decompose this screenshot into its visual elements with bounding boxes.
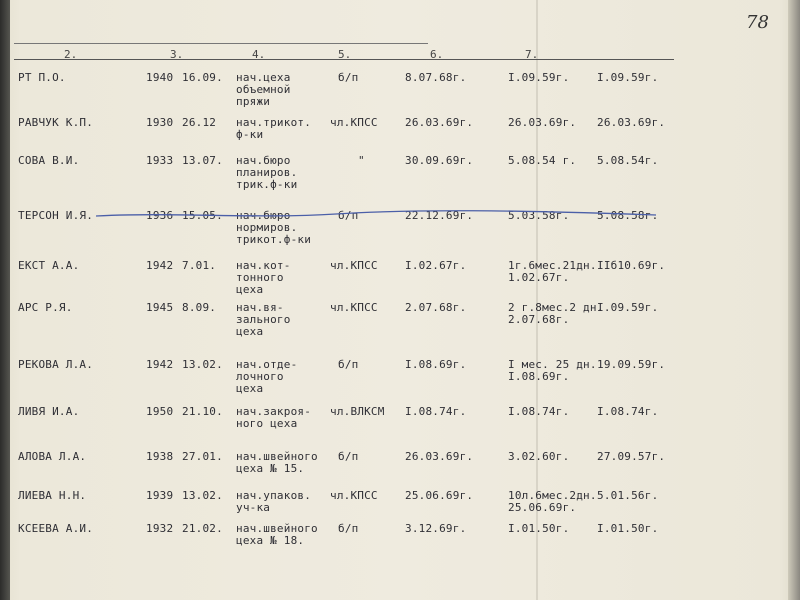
column-header-2: 2.	[64, 48, 78, 61]
employee-name: АЛОВА Л.А.	[18, 450, 87, 463]
party-membership: чл.КПСС	[330, 259, 378, 272]
appointment-date: I.08.69г.	[405, 358, 467, 371]
birth-date: 15.05.	[182, 209, 223, 222]
birth-date: 13.02.	[182, 358, 223, 371]
service-date-total: 26.03.69г.	[597, 116, 666, 129]
birth-date: 8.09.	[182, 301, 217, 314]
birth-year: 1930	[146, 116, 174, 129]
employee-name: АРС Р.Я.	[18, 301, 73, 314]
position-title: нач.закроя- ного цеха	[236, 405, 312, 430]
position-title: нач.швейного цеха № 15.	[236, 450, 318, 475]
service-date-total: IIб10.69г.	[597, 259, 666, 272]
appointment-date: I.02.67г.	[405, 259, 467, 272]
service-date: 3.02.60г.	[508, 450, 570, 463]
party-membership: б/п	[338, 522, 359, 535]
birth-date: 13.07.	[182, 154, 223, 167]
position-title: нач.кот- тонного цеха	[236, 259, 291, 296]
appointment-date: I.08.74г.	[405, 405, 467, 418]
service-date: 2 г.8мес.2 дн. 2.07.68г.	[508, 301, 604, 326]
birth-year: 1939	[146, 489, 174, 502]
service-date-total: 27.09.57г.	[597, 450, 666, 463]
birth-year: 1942	[146, 358, 174, 371]
employee-name: РЕКОВА Л.А.	[18, 358, 94, 371]
party-membership: б/п	[338, 450, 359, 463]
birth-date: 13.02.	[182, 489, 223, 502]
column-header-4: 4.	[252, 48, 266, 61]
service-date-total: 5.08.54г.	[597, 154, 659, 167]
birth-date: 21.10.	[182, 405, 223, 418]
service-date: 1г.6мес.21дн. 1.02.67г.	[508, 259, 597, 284]
birth-year: 1942	[146, 259, 174, 272]
service-date: 26.03.69г.	[508, 116, 577, 129]
employee-name: ЛИВЯ И.А.	[18, 405, 80, 418]
employee-name: РАВЧУК К.П.	[18, 116, 94, 129]
service-date-total: I.01.50г.	[597, 522, 659, 535]
birth-year: 1936	[146, 209, 174, 222]
column-header-6: 6.	[430, 48, 444, 61]
party-membership: "	[358, 154, 365, 167]
birth-date: 21.02.	[182, 522, 223, 535]
service-date-total: I.09.59г.	[597, 301, 659, 314]
appointment-date: 22.12.69г.	[405, 209, 474, 222]
appointment-date: 26.03.69г.	[405, 450, 474, 463]
employee-name: ЛИЕВА Н.Н.	[18, 489, 87, 502]
position-title: нач.вя- зального цеха	[236, 301, 291, 338]
position-title: нач.трикот. ф-ки	[236, 116, 312, 141]
party-membership: чл.КПСС	[330, 489, 378, 502]
birth-date: 26.12	[182, 116, 217, 129]
strikethrough-line	[96, 207, 659, 222]
position-title: нач.бюро нормиров. трикот.ф-ки	[236, 209, 312, 246]
service-date-total: 5.08.58г.	[597, 209, 659, 222]
birth-date: 16.09.	[182, 71, 223, 84]
birth-year: 1938	[146, 450, 174, 463]
column-header-5: 5.	[338, 48, 352, 61]
birth-year: 1940	[146, 71, 174, 84]
birth-year: 1933	[146, 154, 174, 167]
appointment-date: 3.12.69г.	[405, 522, 467, 535]
service-date: I мес. 25 дн. I.08.69г.	[508, 358, 597, 383]
service-date: I.01.50г.	[508, 522, 570, 535]
party-membership: б/п	[338, 209, 359, 222]
position-title: нач.отде- лочного цеха	[236, 358, 298, 395]
position-title: нач.бюро планиров. трик.ф-ки	[236, 154, 298, 191]
appointment-date: 30.09.69г.	[405, 154, 474, 167]
service-date: 5.08.54 г.	[508, 154, 577, 167]
service-date-total: 19.09.59г.	[597, 358, 666, 371]
birth-date: 7.01.	[182, 259, 217, 272]
service-date: 10л.6мес.2дн. 25.06.69г.	[508, 489, 597, 514]
service-date: I.08.74г.	[508, 405, 570, 418]
appointment-date: 2.07.68г.	[405, 301, 467, 314]
service-date-total: I.08.74г.	[597, 405, 659, 418]
header-divider-top	[14, 43, 428, 44]
employee-name: РТ П.О.	[18, 71, 66, 84]
column-header-7: 7.	[525, 48, 539, 61]
position-title: нач.цеха объемной пряжи	[236, 71, 291, 108]
service-date: I.09.59г.	[508, 71, 570, 84]
party-membership: б/п	[338, 71, 359, 84]
party-membership: б/п	[338, 358, 359, 371]
birth-year: 1950	[146, 405, 174, 418]
employee-name: ЕКСТ А.А.	[18, 259, 80, 272]
party-membership: чл.КПСС	[330, 116, 378, 129]
service-date: 5.03.58г.	[508, 209, 570, 222]
page-edge	[788, 0, 800, 600]
page-number: 78	[746, 12, 769, 33]
position-title: нач.швейного цеха № 18.	[236, 522, 318, 547]
page-binding	[0, 0, 10, 600]
column-header-3: 3.	[170, 48, 184, 61]
birth-year: 1945	[146, 301, 174, 314]
appointment-date: 25.06.69г.	[405, 489, 474, 502]
party-membership: чл.ВЛКСМ	[330, 405, 385, 418]
appointment-date: 8.07.68г.	[405, 71, 467, 84]
employee-name: КСЕЕВА А.И.	[18, 522, 94, 535]
employee-name: СОВА В.И.	[18, 154, 80, 167]
birth-year: 1932	[146, 522, 174, 535]
service-date-total: 5.01.56г.	[597, 489, 659, 502]
party-membership: чл.КПСС	[330, 301, 378, 314]
birth-date: 27.01.	[182, 450, 223, 463]
service-date-total: I.09.59г.	[597, 71, 659, 84]
appointment-date: 26.03.69г.	[405, 116, 474, 129]
position-title: нач.упаков. уч-ка	[236, 489, 312, 514]
employee-name: ТЕРСОН И.Я.	[18, 209, 94, 222]
